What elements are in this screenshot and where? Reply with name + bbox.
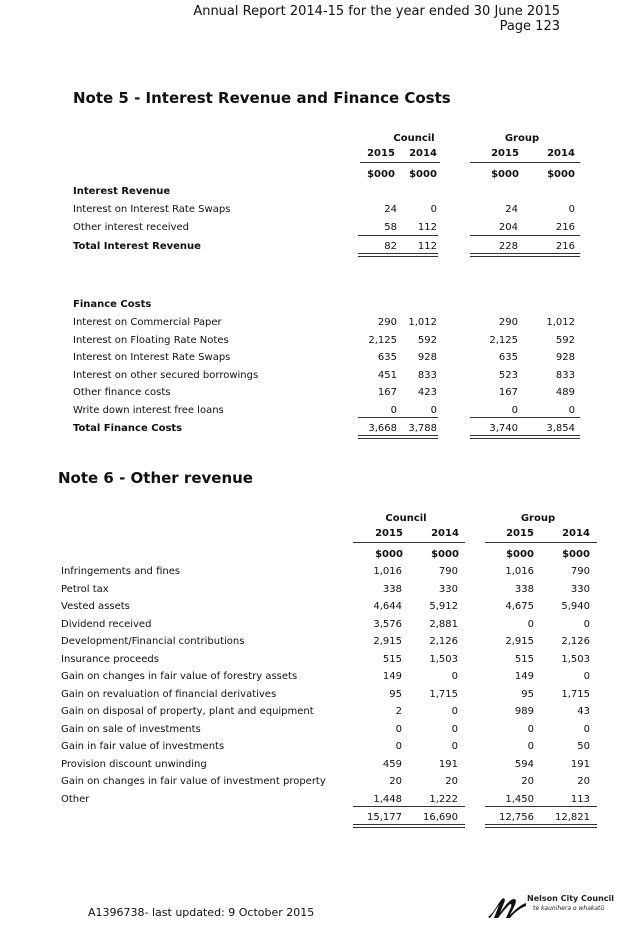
note6-row-value: 191 [438, 759, 458, 770]
note5-unit-header: $000 [547, 169, 575, 180]
note6-row-value: 1,016 [505, 566, 534, 577]
note6-row-value: 95 [389, 689, 402, 700]
note6-group-group: Group [520, 513, 556, 524]
note6-row-value: 594 [514, 759, 534, 770]
note6-row-value: 338 [382, 584, 402, 595]
note5-row-value: 167 [498, 387, 518, 398]
note6-row-value: 2,915 [373, 636, 402, 647]
note5-row-value: 635 [498, 352, 518, 363]
note5-total-value: 228 [498, 241, 518, 252]
note6-row-value: 989 [514, 706, 534, 717]
note6-year-header: 2014 [562, 528, 590, 539]
note6-row-label: Development/Financial contributions [61, 636, 245, 647]
note6-row-value: 0 [583, 671, 590, 682]
note5-row-value: 112 [417, 222, 437, 233]
note6-group-subtotal-rule [485, 806, 597, 807]
note6-row-value: 1,016 [373, 566, 402, 577]
note5-unit-header: $000 [367, 169, 395, 180]
note6-row-value: 43 [577, 706, 590, 717]
note6-row-value: 0 [527, 724, 534, 735]
note5-row-value: 204 [498, 222, 518, 233]
page-number: Page 123 [499, 19, 560, 34]
note5-row-value: 290 [498, 317, 518, 328]
note5-row-value: 928 [417, 352, 437, 363]
note5-total-value: 82 [384, 241, 397, 252]
note5-row-value: 24 [384, 204, 397, 215]
note6-row-label: Gain on changes in fair value of forestry assets [61, 671, 298, 682]
note6-row-value: 0 [451, 671, 458, 682]
note5-group-group: Group [504, 133, 540, 144]
note5-unit-header: $000 [491, 169, 519, 180]
note6-row-label: Other [61, 794, 90, 805]
note6-row-value: 0 [527, 619, 534, 630]
note6-row-label: Gain on disposal of property, plant and equipment [61, 706, 314, 717]
note6-row-value: 149 [382, 671, 402, 682]
note6-row-label: Gain on revaluation of financial derivatives [61, 689, 277, 700]
note5-row-label: Other interest received [73, 222, 190, 233]
note5-council-fc-subtotal-rule [358, 417, 438, 418]
note5-row-value: 592 [555, 335, 575, 346]
note6-unit-header: $000 [431, 549, 459, 560]
note5-group-subtotal-rule [470, 235, 580, 236]
note6-council-total-double-rule [353, 824, 465, 828]
note6-row-label: Gain in fair value of investments [61, 741, 225, 752]
note6-row-label: Petrol tax [61, 584, 109, 595]
note6-row-value: 0 [395, 741, 402, 752]
note6-row-label: Infringements and fines [61, 566, 181, 577]
note6-total-value: 16,690 [423, 812, 458, 823]
note5-council-fc-double-rule [358, 435, 438, 439]
note6-row-value: 1,450 [505, 794, 534, 805]
note5-interest-revenue-heading: Interest Revenue [73, 186, 171, 197]
note6-row-value: 2,126 [561, 636, 590, 647]
note6-row-value: 0 [451, 741, 458, 752]
note5-year-header: 2014 [409, 148, 437, 159]
note6-row-label: Vested assets [61, 601, 130, 612]
note5-row-label: Interest on Interest Rate Swaps [73, 352, 231, 363]
note5-year-header: 2015 [491, 148, 519, 159]
note6-row-label: Gain on sale of investments [61, 724, 201, 735]
note5-row-value: 0 [430, 204, 437, 215]
note5-group-fc-subtotal-rule [470, 417, 580, 418]
note6-row-value: 1,503 [429, 654, 458, 665]
note5-row-value: 2,125 [489, 335, 518, 346]
note5-row-value: 928 [555, 352, 575, 363]
note6-row-value: 0 [583, 619, 590, 630]
note6-row-value: 0 [583, 724, 590, 735]
note6-row-value: 2,126 [429, 636, 458, 647]
note5-row-value: 0 [568, 204, 575, 215]
note6-row-value: 5,912 [429, 601, 458, 612]
nelson-city-council-logo [486, 893, 616, 923]
note5-row-value: 0 [511, 405, 518, 416]
note5-group-council: Council [393, 133, 435, 144]
note5-total-value: 3,740 [489, 423, 518, 434]
note5-row-value: 523 [498, 370, 518, 381]
note5-row-value: 0 [568, 405, 575, 416]
note6-group-total-double-rule [485, 824, 597, 828]
note5-unit-header: $000 [409, 169, 437, 180]
note6-row-value: 1,503 [561, 654, 590, 665]
document-reference: A1396738- last updated: 9 October 2015 [88, 906, 315, 919]
note6-row-label: Dividend received [61, 619, 152, 630]
note6-title: Note 6 - Other revenue [58, 469, 253, 487]
note5-total-value: 3,788 [408, 423, 437, 434]
note5-row-label: Other finance costs [73, 387, 171, 398]
note6-row-value: 95 [521, 689, 534, 700]
note5-row-value: 24 [505, 204, 518, 215]
note6-row-value: 113 [570, 794, 590, 805]
note6-row-value: 515 [514, 654, 534, 665]
note6-row-value: 20 [445, 776, 458, 787]
note5-row-value: 489 [555, 387, 575, 398]
note6-row-value: 2,881 [429, 619, 458, 630]
note6-row-value: 1,715 [429, 689, 458, 700]
note6-row-value: 20 [521, 776, 534, 787]
note5-row-value: 0 [430, 405, 437, 416]
note5-row-value: 0 [390, 405, 397, 416]
note5-row-value: 167 [377, 387, 397, 398]
note6-row-value: 330 [438, 584, 458, 595]
note5-row-label: Interest on Commercial Paper [73, 317, 222, 328]
note5-row-value: 216 [555, 222, 575, 233]
note5-total-label: Total Finance Costs [73, 423, 183, 434]
note5-row-label: Interest on Interest Rate Swaps [73, 204, 231, 215]
note6-row-value: 50 [577, 741, 590, 752]
note6-row-value: 5,940 [561, 601, 590, 612]
note6-row-label: Insurance proceeds [61, 654, 159, 665]
note6-total-value: 12,756 [499, 812, 534, 823]
note5-row-value: 1,012 [408, 317, 437, 328]
note6-group-council: Council [385, 513, 427, 524]
note6-row-value: 459 [382, 759, 402, 770]
note6-row-value: 1,448 [373, 794, 402, 805]
note6-year-header: 2014 [431, 528, 459, 539]
note6-row-value: 191 [570, 759, 590, 770]
note5-row-value: 592 [417, 335, 437, 346]
note5-total-value: 112 [417, 241, 437, 252]
note6-row-value: 4,675 [505, 601, 534, 612]
note5-council-total-double-rule [358, 253, 438, 257]
note5-row-value: 423 [417, 387, 437, 398]
note5-finance-costs-heading: Finance Costs [73, 299, 152, 310]
note6-row-value: 149 [514, 671, 534, 682]
council-logo-icon [486, 893, 528, 921]
note6-row-value: 0 [451, 724, 458, 735]
note5-council-header-rule [360, 162, 440, 163]
note5-council-subtotal-rule [358, 235, 438, 236]
note5-row-value: 1,012 [546, 317, 575, 328]
note5-title: Note 5 - Interest Revenue and Finance Costs [73, 89, 451, 107]
note5-row-label: Write down interest free loans [73, 405, 224, 416]
note5-year-header: 2014 [547, 148, 575, 159]
note6-unit-header: $000 [562, 549, 590, 560]
note5-total-value: 3,854 [546, 423, 575, 434]
note5-total-value: 3,668 [368, 423, 397, 434]
note6-row-value: 20 [389, 776, 402, 787]
note6-row-value: 4,644 [373, 601, 402, 612]
note6-row-value: 790 [570, 566, 590, 577]
note6-row-value: 3,576 [373, 619, 402, 630]
note5-row-value: 635 [377, 352, 397, 363]
note6-year-header: 2015 [506, 528, 534, 539]
note5-total-value: 216 [555, 241, 575, 252]
note6-row-value: 0 [395, 724, 402, 735]
note5-row-value: 2,125 [368, 335, 397, 346]
note6-total-value: 12,821 [555, 812, 590, 823]
note6-unit-header: $000 [506, 549, 534, 560]
note6-council-subtotal-rule [353, 806, 465, 807]
note6-row-value: 515 [382, 654, 402, 665]
note6-total-value: 15,177 [367, 812, 402, 823]
note6-row-value: 330 [570, 584, 590, 595]
note6-row-label: Provision discount unwinding [61, 759, 207, 770]
note6-council-header-rule [353, 542, 465, 543]
note5-total-label: Total Interest Revenue [73, 241, 201, 252]
note5-group-fc-double-rule [470, 435, 580, 439]
note6-row-value: 1,222 [429, 794, 458, 805]
note5-row-value: 833 [417, 370, 437, 381]
note6-row-value: 0 [451, 706, 458, 717]
note5-group-total-double-rule [470, 253, 580, 257]
note6-row-value: 2 [395, 706, 402, 717]
note6-row-label: Gain on changes in fair value of investment property [61, 776, 326, 787]
logo-council-name: Nelson City Council [527, 894, 615, 903]
note6-row-value: 1,715 [561, 689, 590, 700]
logo-tagline: te kaunihera o whakatū [533, 905, 605, 912]
note5-row-value: 58 [384, 222, 397, 233]
note5-group-header-rule [470, 162, 580, 163]
note6-row-value: 20 [577, 776, 590, 787]
note6-row-value: 790 [438, 566, 458, 577]
note6-row-value: 338 [514, 584, 534, 595]
note5-year-header: 2015 [367, 148, 395, 159]
note5-row-label: Interest on other secured borrowings [73, 370, 259, 381]
note5-row-label: Interest on Floating Rate Notes [73, 335, 229, 346]
note6-row-value: 2,915 [505, 636, 534, 647]
note6-group-header-rule [485, 542, 597, 543]
note5-row-value: 451 [377, 370, 397, 381]
note5-row-value: 290 [377, 317, 397, 328]
note5-row-value: 833 [555, 370, 575, 381]
note6-unit-header: $000 [375, 549, 403, 560]
report-title: Annual Report 2014-15 for the year ended 30 June 2015 [193, 4, 560, 19]
note6-row-value: 0 [527, 741, 534, 752]
note6-year-header: 2015 [375, 528, 403, 539]
